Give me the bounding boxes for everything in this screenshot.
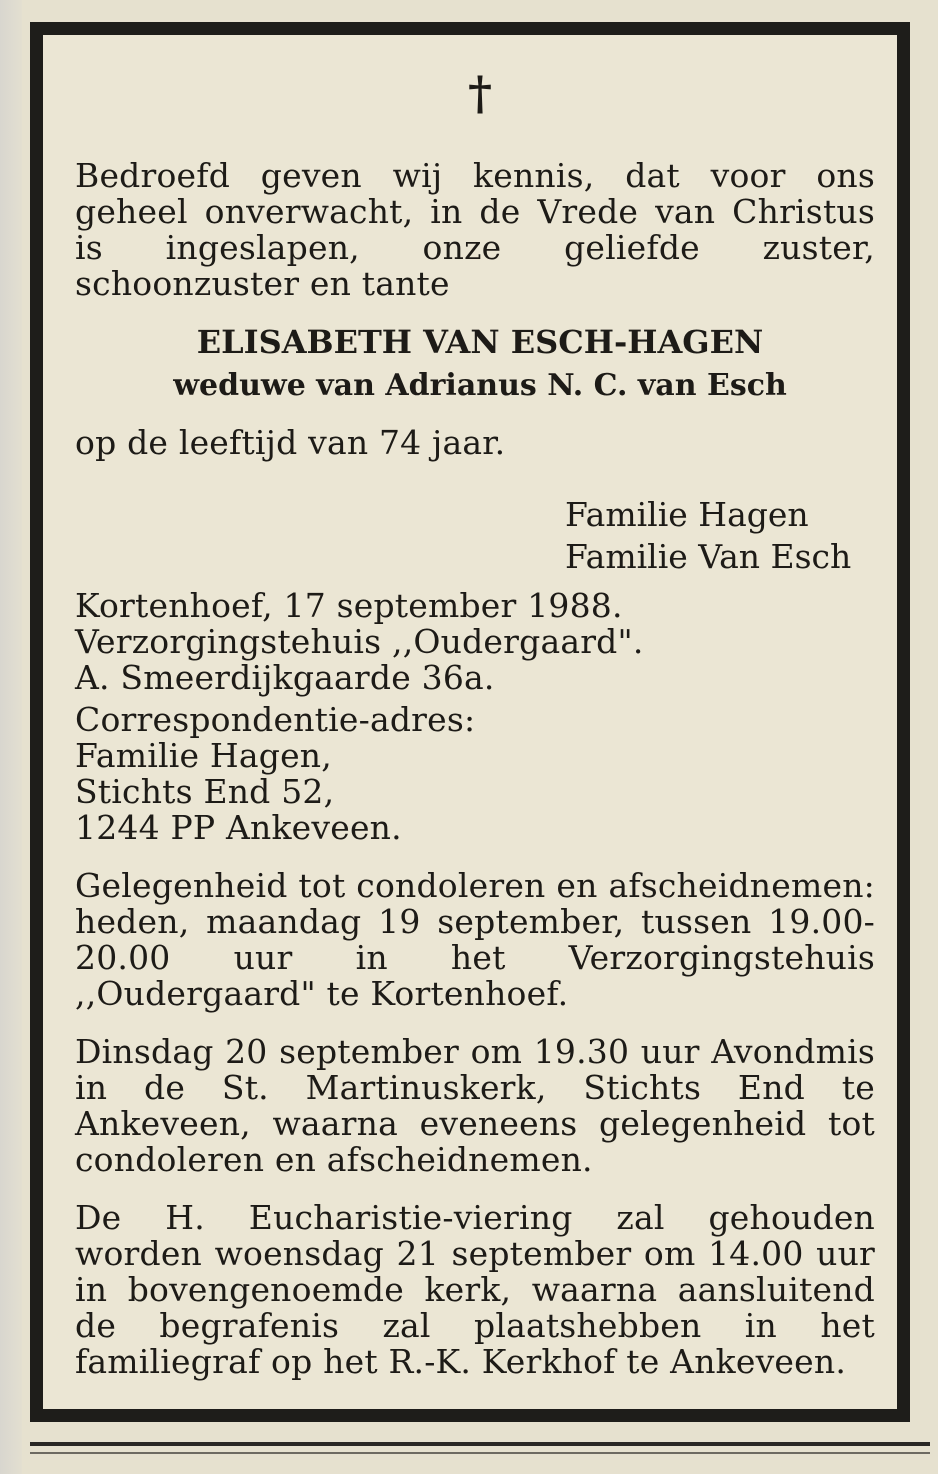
correspondence-block bbox=[75, 702, 875, 846]
place-date-line: Verzorgingstehuis ,,Oudergaard". bbox=[75, 622, 644, 661]
funeral-paragraph: De H. Eucharistie-viering zal gehouden worden woensdag 21 september om 14.00 uur in bovengenoemde kerk, waarna aansluitend de begrafenis zal plaatshebben in het familiegraf op het R.-K. Kerkhof te Ankeveen. bbox=[75, 1198, 875, 1381]
place-date-line: Kortenhoef, 17 september 1988. bbox=[75, 586, 623, 625]
signers-block bbox=[565, 494, 885, 578]
signer: Familie Van Esch bbox=[565, 537, 852, 576]
condolence-paragraph: Gelegenheid tot condoleren en afscheidnemen: heden, maandag 19 september, tussen 19.00-20.00 uur in het Verzorgingstehuis ,,Oudergaard" te Kortenhoef. bbox=[75, 866, 875, 1013]
adjacent-column-edge bbox=[0, 0, 22, 1474]
correspondence-line: Stichts End 52, bbox=[75, 772, 335, 811]
intro-paragraph: Bedroefd geven wij kennis, dat voor ons geheel onverwacht, in de Vrede van Christus is ingeslapen, onze geliefde zuster, schoonzuster en tante bbox=[75, 156, 875, 303]
bottom-rule bbox=[30, 1442, 930, 1446]
correspondence-line: Familie Hagen, bbox=[75, 736, 332, 775]
correspondence-line: Correspondentie-adres: bbox=[75, 700, 476, 739]
mass-paragraph: Dinsdag 20 september om 19.30 uur Avondmis in de St. Martinuskerk, Stichts End te Ankeveen, waarna eveneens gelegenheid tot condoleren en afscheidnemen. bbox=[75, 1032, 875, 1179]
place-date-line: A. Smeerdijkgaarde 36a. bbox=[75, 658, 495, 697]
cross-icon: † bbox=[467, 66, 493, 120]
age-line: op de leeftijd van 74 jaar. bbox=[75, 423, 506, 462]
signer: Familie Hagen bbox=[565, 495, 809, 534]
place-date-block bbox=[75, 588, 875, 696]
bottom-rule-thin bbox=[30, 1452, 930, 1454]
correspondence-line: 1244 PP Ankeveen. bbox=[75, 808, 402, 847]
deceased-subtitle: weduwe van Adrianus N. C. van Esch bbox=[173, 368, 787, 403]
deceased-name: ELISABETH VAN ESCH-HAGEN bbox=[196, 323, 764, 361]
